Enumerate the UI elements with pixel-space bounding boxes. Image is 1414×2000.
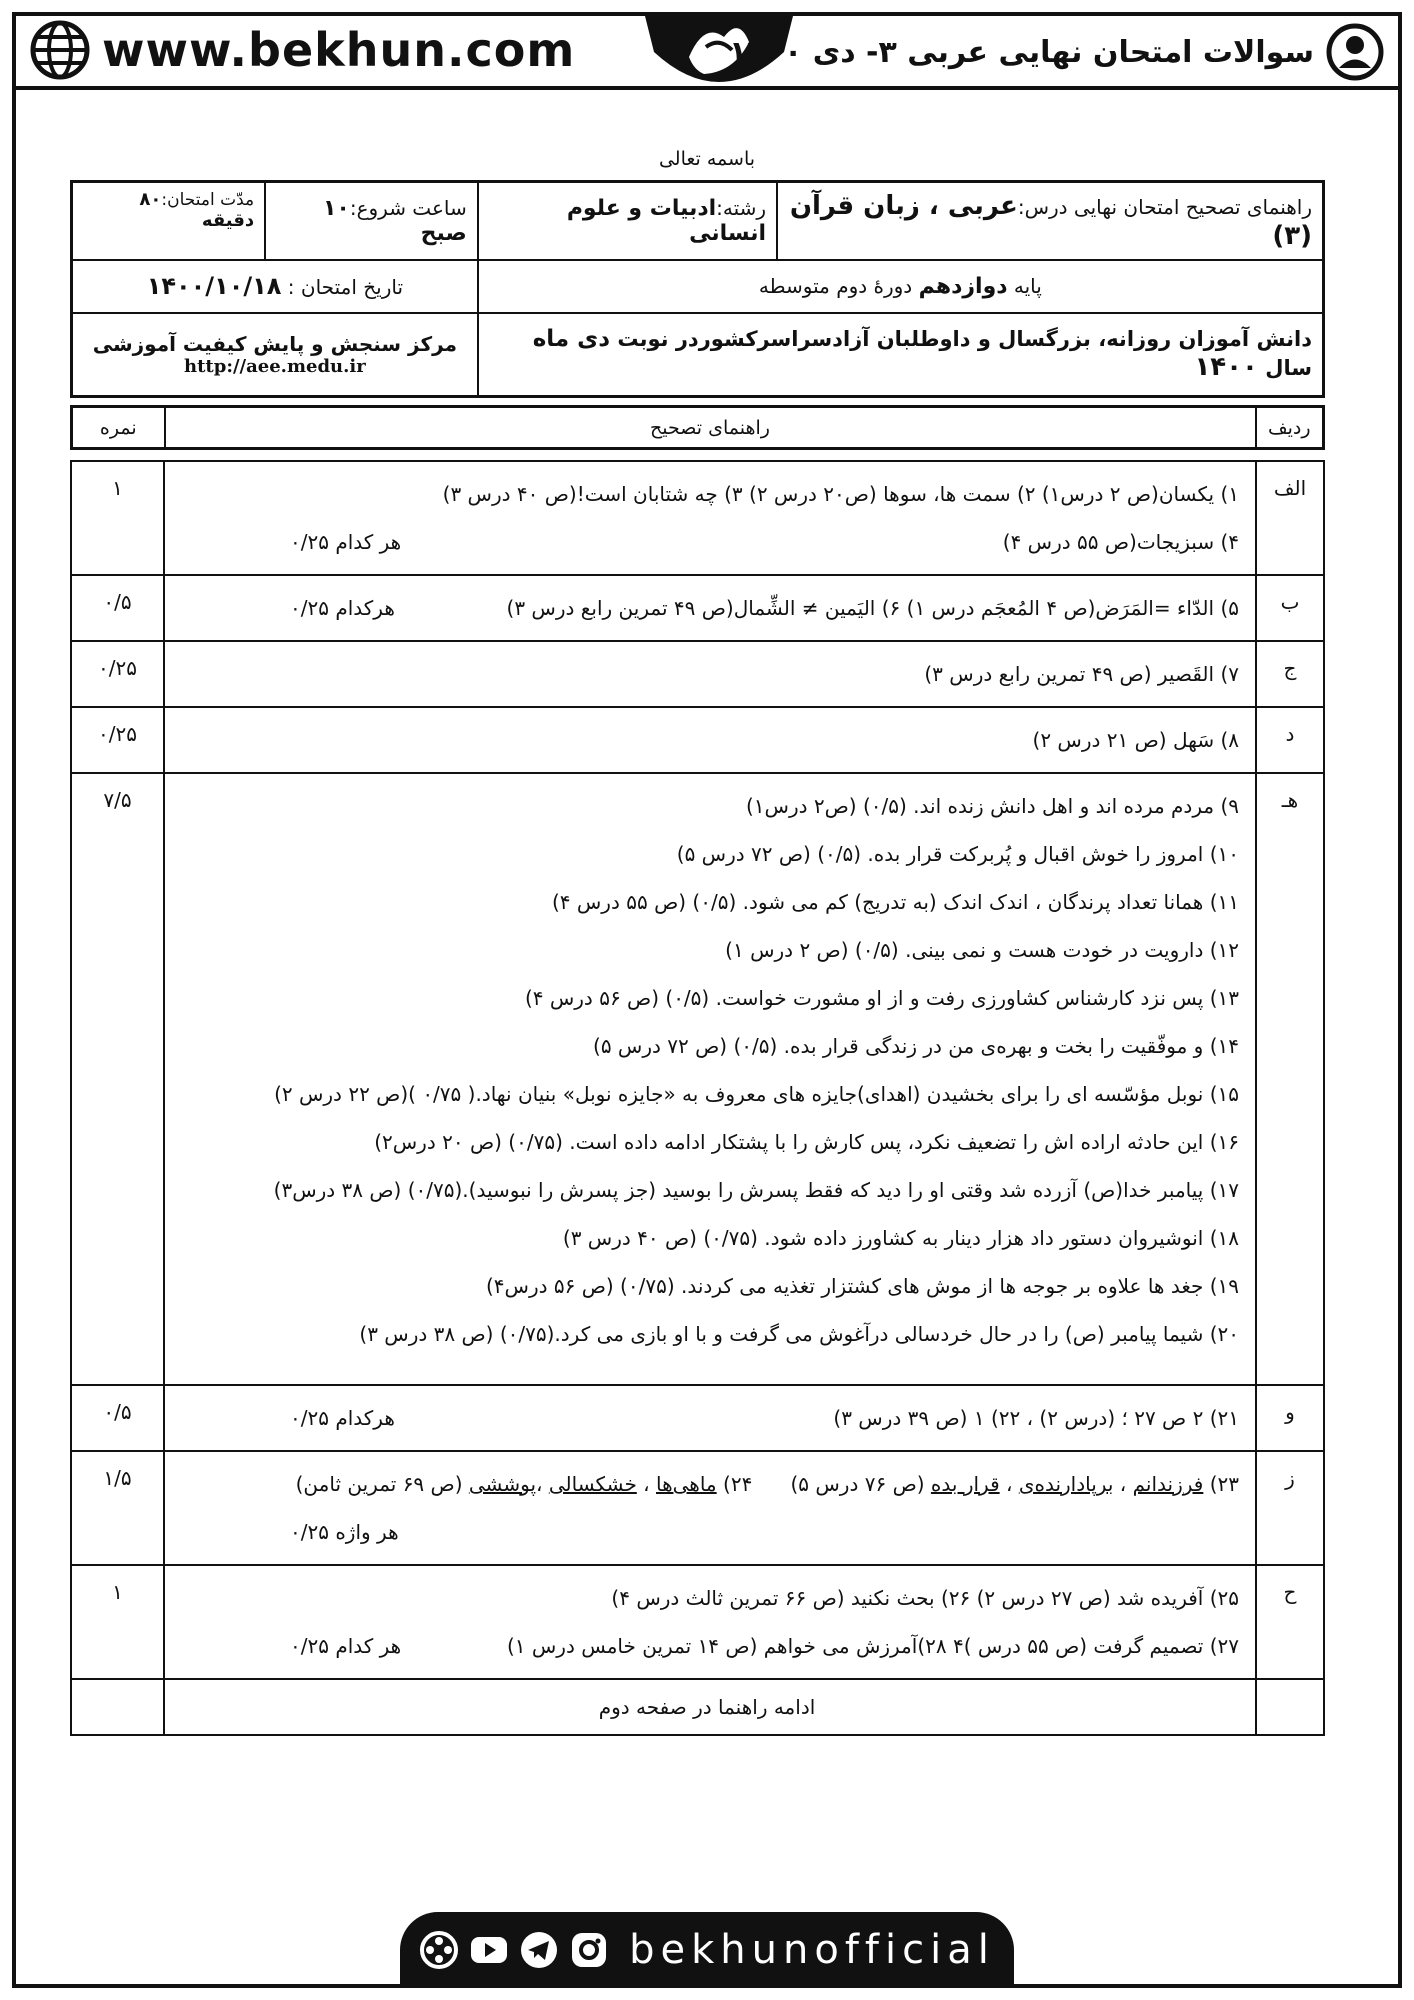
row-body: [164, 1565, 1256, 1679]
grade-prefix: پایه: [1007, 273, 1042, 298]
item-number: ۲۳): [1209, 1472, 1239, 1496]
row-label-empty: [1256, 1679, 1324, 1735]
answer-line: ۱) یکسان(ص ۲ درس۱) ۲) سمت ها، سوها (ص۲۰ درس ۲) ۳) چه شتابان است!(ص ۴۰ درس ۳): [442, 482, 1239, 506]
row-body: [164, 773, 1256, 1385]
answer-line: ۱۹) جغد ها علاوه بر جوجه ها از موش های کشتزار تغذیه می کردند. (۰/۷۵) (ص ۵۶ درس۴): [485, 1274, 1239, 1298]
row-score: ۷/۵: [71, 773, 164, 1385]
row-label: هـ: [1256, 773, 1324, 1385]
answer-line: ۲۷) تصمیم گرفت (ص ۵۵ درس )۴ ۲۸)آمرزش می خواهم (ص ۱۴ تمرین خامس درس ۱): [506, 1634, 1239, 1658]
students-cell: [478, 313, 1324, 397]
underlined-word: قرار بده: [930, 1472, 1000, 1496]
site-link[interactable]: [30, 20, 575, 80]
grade-bold: دوازدهم: [918, 273, 1008, 299]
score-note: هرکدام ۰/۲۵: [290, 1406, 395, 1430]
row-body: [164, 1385, 1256, 1451]
table-row: [71, 461, 1324, 575]
score-note: هرکدام ۰/۲۵: [290, 596, 395, 620]
row-body: [164, 641, 1256, 707]
col-score: نمره: [72, 407, 165, 449]
table-row: [71, 773, 1324, 1385]
table-row: [71, 575, 1324, 641]
row-score-empty: [71, 1679, 164, 1735]
social-handle[interactable]: bekhunofficial: [629, 1927, 995, 1973]
field-label: رشته:: [716, 195, 767, 220]
center-cell: [72, 313, 478, 397]
students-text: دانش آموزان روزانه، بزرگسال و داوطلبان آزادسراسرکشوردر نوبت: [610, 327, 1312, 352]
telegram-icon[interactable]: [519, 1930, 559, 1970]
duration-value: ۸۰ دقیقه: [139, 189, 255, 231]
table-row: [71, 1385, 1324, 1451]
grade-suffix: دورهٔ دوم متوسطه: [758, 273, 919, 298]
answer-line: ۱۳) پس نزد کارشناس کشاورزی رفت و از او مشورت خواست. (۰/۵) (ص ۵۶ درس ۴): [524, 986, 1239, 1010]
row-label: ح: [1256, 1565, 1324, 1679]
underlined-word: فرزندانم: [1132, 1472, 1204, 1496]
grade-cell: [478, 260, 1324, 313]
date-value: ۱۴۰۰/۱۰/۱۸: [146, 272, 282, 300]
students-bold: دی ماه: [532, 326, 611, 353]
row-label: ز: [1256, 1451, 1324, 1565]
continue-note: ادامه راهنما در صفحه دوم: [164, 1679, 1256, 1735]
row-score: ۱: [71, 461, 164, 575]
row-score: ۰/۵: [71, 575, 164, 641]
row-label: ج: [1256, 641, 1324, 707]
answer-line: ۱۸) انوشیروان دستور داد هزار دینار به کشاورز داده شود. (۰/۷۵) (ص ۴۰ درس ۳): [562, 1226, 1239, 1250]
score-note: هر کدام ۰/۲۵: [290, 1634, 402, 1658]
answer-line: ۲۵) آفریده شد (ص ۲۷ درس ۲) ۲۶) بحث نکنید (ص ۶۶ تمرین ثالث درس ۴): [611, 1586, 1239, 1610]
row-score: ۰/۵: [71, 1385, 164, 1451]
date-cell: [72, 260, 478, 313]
column-header-table: [70, 405, 1325, 450]
duration-label: مدّت امتحان:: [161, 190, 255, 210]
course-value: عربی ، زبان قرآن (۳): [789, 190, 1312, 251]
exam-header-table: [70, 180, 1325, 398]
instagram-icon[interactable]: [569, 1930, 609, 1970]
reference: (ص ۷۶ درس ۵): [790, 1472, 925, 1496]
col-row: ردیف: [1256, 407, 1324, 449]
students-year-label: سال: [1257, 356, 1312, 381]
answer-line: ۱۲) دارویت در خودت هست و نمی بینی. (۰/۵) (ص ۲ درس ۱): [725, 938, 1239, 962]
answer-line: ۹) مردم مرده اند و اهل دانش زنده اند. (۰/۵) (ص۲ درس۱): [745, 794, 1239, 818]
basmala: باسمه تعالی: [658, 148, 756, 170]
answer-line: ۱۴) و موفّقیت را بخت و بهره‌ی من در زندگی قرار بده. (۰/۵) (ص ۷۲ درس ۵): [593, 1034, 1239, 1058]
course-label: راهنمای تصحیح امتحان نهایی درس:: [1017, 194, 1312, 219]
answer-line: ۱۱) همانا تعداد پرندگان ، اندک اندک (به تدریج) کم می شود. (۰/۵) (ص ۵۵ درس ۴): [551, 890, 1239, 914]
table-row: [71, 1451, 1324, 1565]
youtube-icon[interactable]: [469, 1930, 509, 1970]
duration-cell: [72, 182, 266, 260]
score-note: هر واژه ۰/۲۵: [290, 1520, 399, 1544]
table-row: [71, 1679, 1324, 1735]
row-label: الف: [1256, 461, 1324, 575]
center-url[interactable]: http://aee.medu.ir: [184, 355, 366, 377]
start-cell: [265, 182, 478, 260]
row-score: ۱: [71, 1565, 164, 1679]
col-guide: راهنمای تصحیح: [165, 407, 1256, 449]
answer-line: ۱۶) این حادثه اراده اش را تضعیف نکرد، پس کارش را با پشتکار ادامه داده است. (۰/۷۵) (ص ۲۰ درس۲): [374, 1130, 1239, 1154]
field-cell: [478, 182, 777, 260]
answer-line: ۱۰) امروز را خوش اقبال و پُربرکت قرار بده. (۰/۵) (ص ۷۲ درس ۵): [676, 842, 1239, 866]
course-cell: [777, 182, 1323, 260]
row-score: ۱/۵: [71, 1451, 164, 1565]
underlined-word: ماهی‌ها: [655, 1472, 717, 1496]
reference: (ص ۶۹ تمرین ثامن): [295, 1472, 463, 1496]
answer-line: ۵) الدّاء =المَرَض(ص ۴ المُعجَم درس ۱) ۶) الیَمین ≠ الشِّمال(ص ۴۹ تمرین رابع درس ۳): [506, 596, 1239, 620]
user-icon: [1326, 23, 1384, 81]
row-body: [164, 461, 1256, 575]
answer-line: ۱۷) پیامبر خدا(ص) آزرده شد وقتی او را دید که فقط پسرش را بوسید (جز پسرش را نبوسید).(۰/۷۵) (ص ۳۸ درس۳): [273, 1178, 1239, 1202]
underlined-word: پوششی: [468, 1472, 537, 1496]
start-label: ساعت شروع:: [349, 195, 467, 220]
film-icon[interactable]: [419, 1930, 459, 1970]
row-body: [164, 575, 1256, 641]
banner-title: [729, 24, 1384, 80]
row-body: [164, 1451, 1256, 1565]
underlined-word: برپادارنده‌ی: [1018, 1472, 1114, 1496]
table-row: [71, 1565, 1324, 1679]
row-label: د: [1256, 707, 1324, 773]
students-year: ۱۴۰۰: [1194, 352, 1258, 383]
date-label: تاریخ امتحان :: [287, 275, 404, 299]
top-banner: [12, 12, 1402, 90]
field-value: ادبیات و علوم انسانی: [566, 195, 767, 246]
answer-line: ۴) سبزیجات(ص ۵۵ درس ۴): [1002, 530, 1239, 554]
answer-line: ۲۰) شیما پیامبر (ص) را در حال خردسالی درآغوش می گرفت و با او بازی می کرد.(۰/۷۵) (ص ۳۸ درس ۳): [359, 1322, 1239, 1346]
answer-line: ۷) القَصیر (ص ۴۹ تمرین رابع درس ۳): [924, 662, 1239, 686]
site-url[interactable]: www.bekhun.com: [102, 23, 576, 77]
center-name: مرکز سنجش و پایش کیفیت آموزشی: [92, 331, 457, 356]
table-row: [71, 641, 1324, 707]
answer-line: ۸) سَهل (ص ۲۱ درس ۲): [1032, 728, 1239, 752]
row-body: [164, 707, 1256, 773]
banner-title-text: سوالات امتحان نهایی عربی ۳- دی ۱۴۰۰: [729, 34, 1314, 70]
social-footer: [400, 1912, 1014, 1988]
underlined-word: خشکسالی: [548, 1472, 637, 1496]
answer-line: ۱۵) نوبل مؤسّسه ای را برای بخشیدن (اهدای)جایزه های معروف به «جایزه نوبل» بنیان نهاد.( ۰/۷۵ )(ص ۲۲ درس ۲): [274, 1082, 1239, 1106]
answers-table: [70, 460, 1325, 1736]
answer-line: ۲۳) فرزندانم ، برپادارنده‌ی ، قرار بده (ص ۷۶ درس ۵) ۲۴) ماهی‌ها ، خشکسالی ،پوششی (ص ۶۹ تمرین ثامن): [295, 1472, 1239, 1496]
table-row: [71, 707, 1324, 773]
row-score: ۰/۲۵: [71, 641, 164, 707]
answer-line: ۲۱) ۲ ص ۲۷ ؛ (درس ۲) ، ۲۲) ۱ (ص ۳۹ درس ۳): [833, 1406, 1239, 1430]
score-note: هر کدام ۰/۲۵: [290, 530, 402, 554]
start-value: ۱۰ صبح: [322, 195, 467, 246]
row-label: و: [1256, 1385, 1324, 1451]
row-label: ب: [1256, 575, 1324, 641]
row-score: ۰/۲۵: [71, 707, 164, 773]
globe-icon: [30, 20, 90, 80]
item-number: ۲۴): [723, 1472, 753, 1496]
